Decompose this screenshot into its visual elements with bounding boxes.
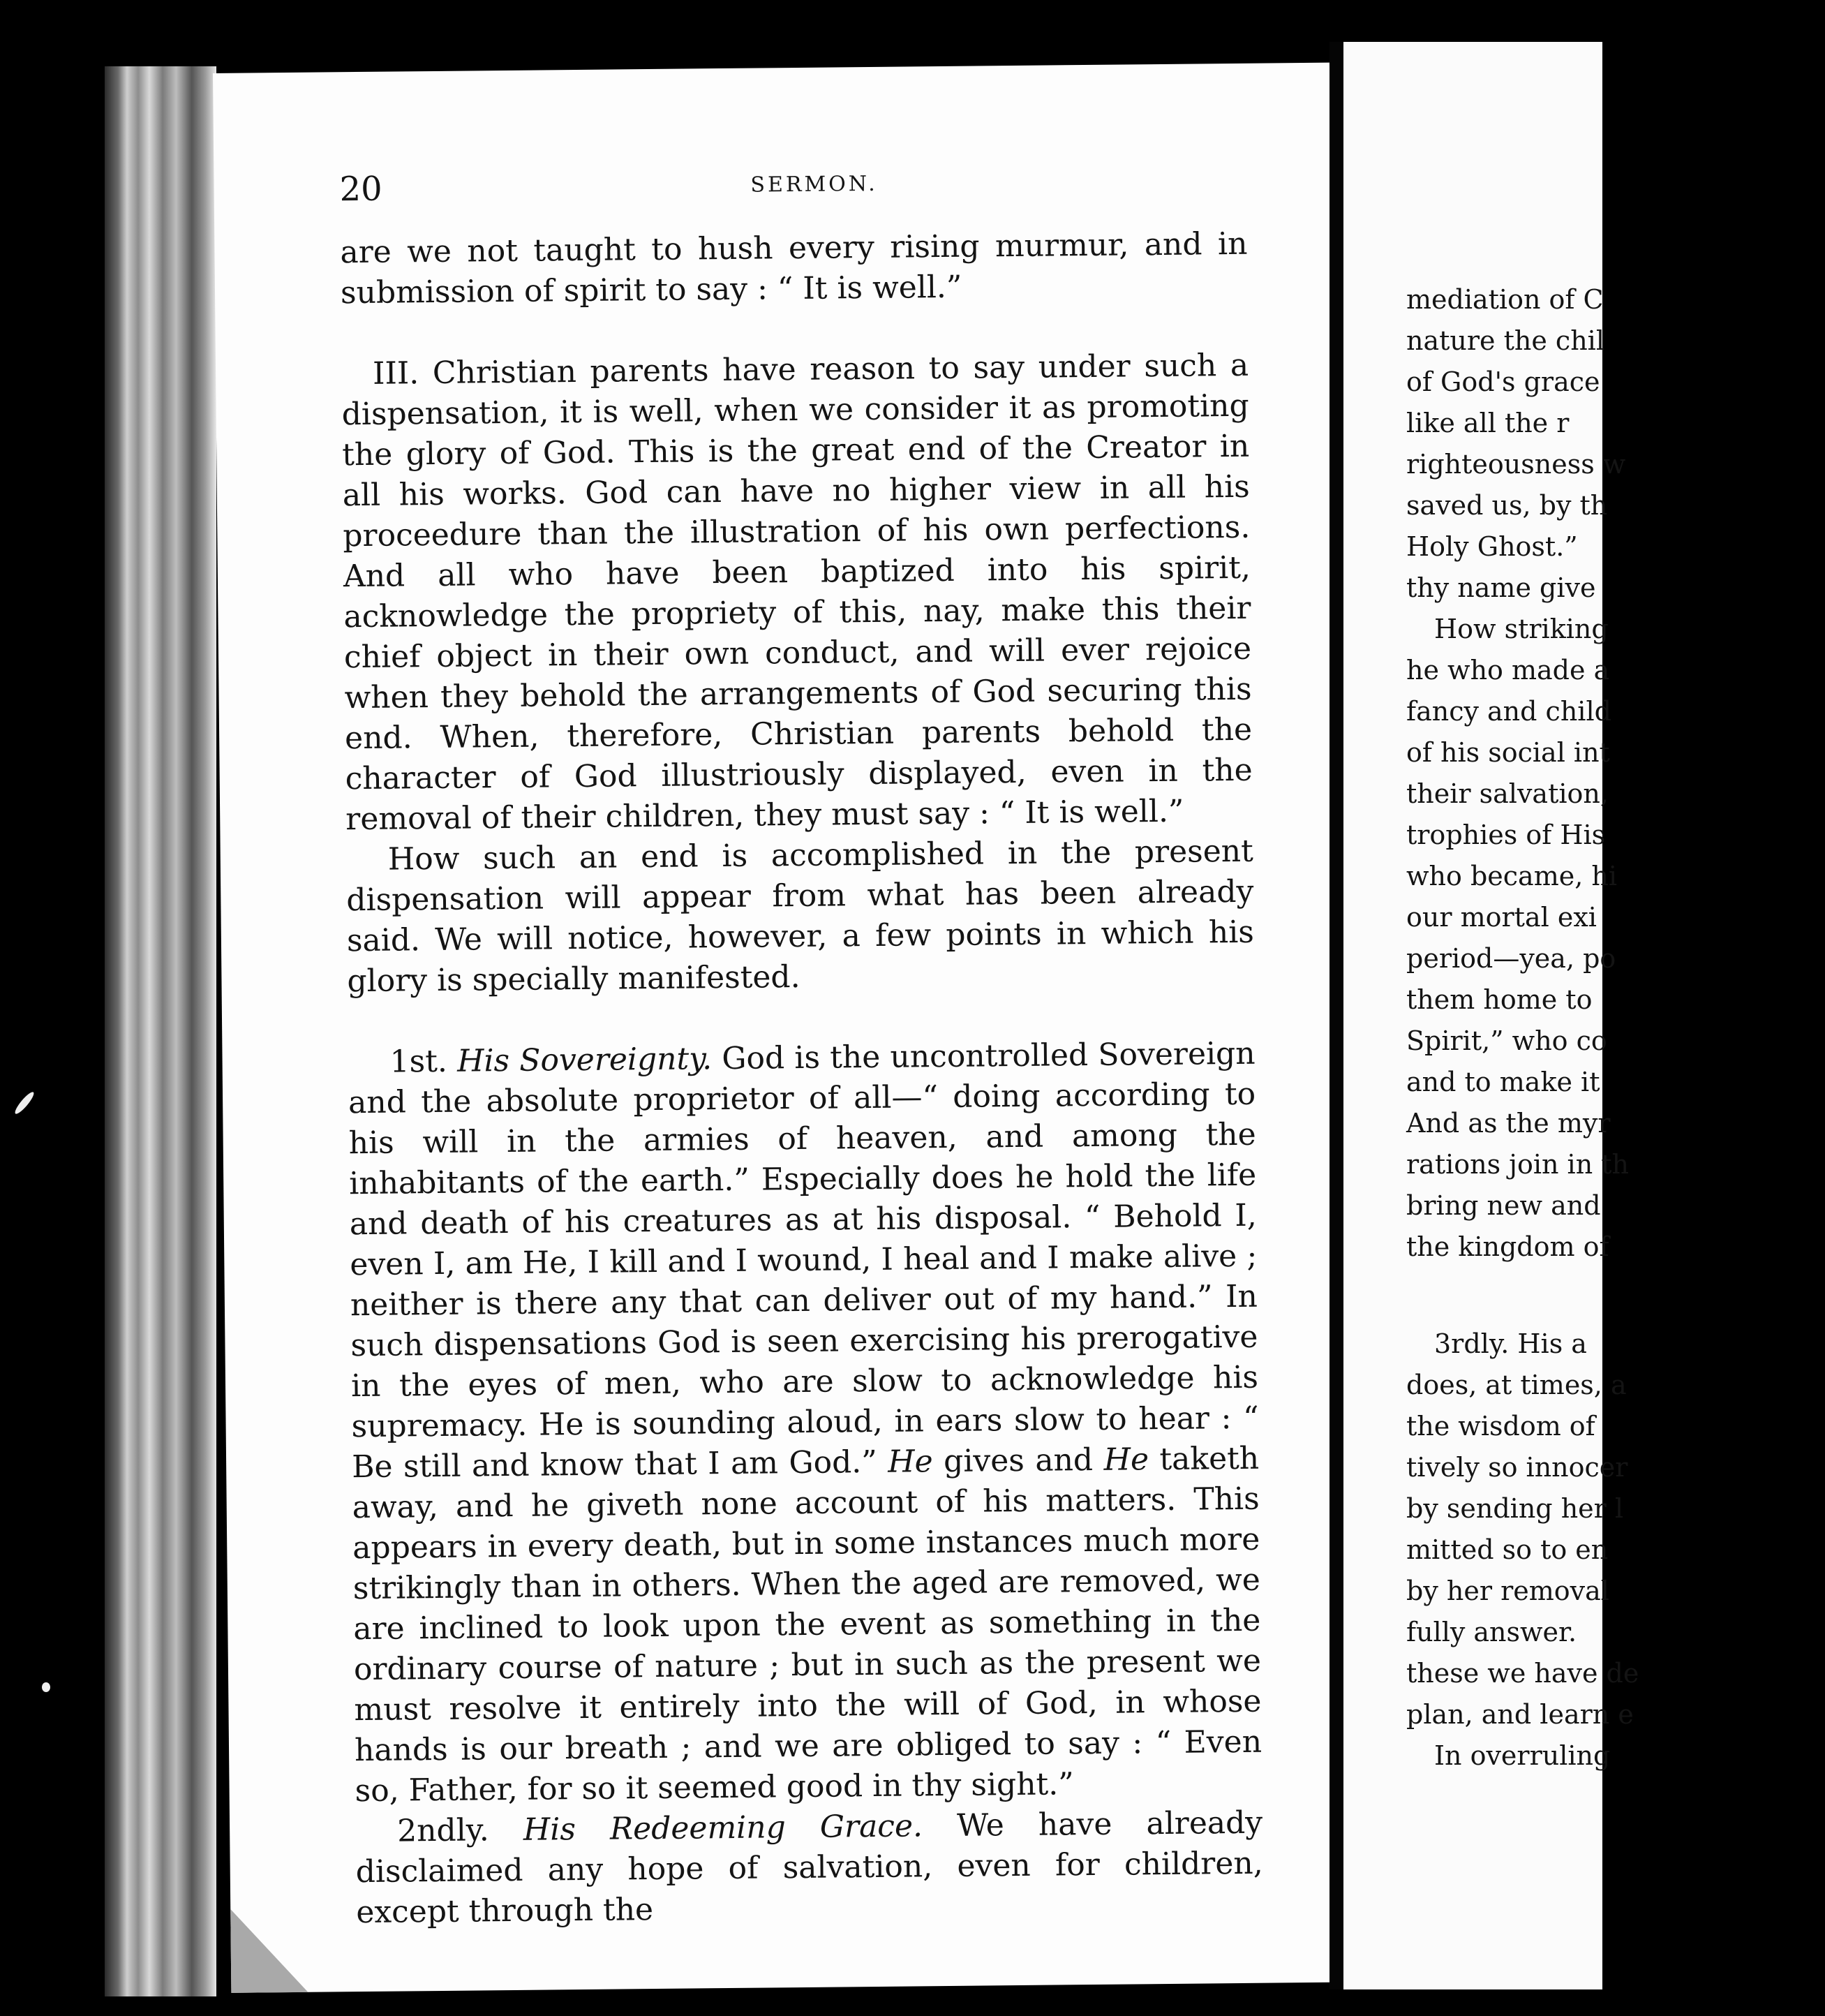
text-line: righteousness w (1406, 449, 1626, 480)
paragraph: How such an end is accomplished in the present dispensation will appear from what has been already said. We will notice, however, a few points in which his glory is specially manifested. (346, 833, 1255, 1000)
text-line: by her removal (1406, 1576, 1609, 1606)
text-line: of his social int (1406, 737, 1610, 768)
scan-speck (13, 1090, 36, 1116)
text-line: rations join in th (1406, 1149, 1629, 1180)
left-page (213, 63, 1348, 1993)
text-line: plan, and learn e (1406, 1699, 1634, 1730)
text-line: mitted so to en (1406, 1534, 1609, 1565)
book-edge (105, 66, 216, 1996)
emphasis: He (1103, 1441, 1149, 1478)
section-label: 1st. (389, 1043, 448, 1080)
paragraph-text: We have already disclaimed any hope of salvation, even for children, except through the (355, 1804, 1263, 1931)
paragraph (355, 1803, 1264, 1933)
text-line: tively so innocer (1406, 1452, 1628, 1483)
paragraph-text: gives and (943, 1441, 1094, 1480)
text-line: he who made a (1406, 655, 1610, 685)
text-line: these we have de (1406, 1658, 1639, 1689)
section-heading: His Redeeming Grace. (523, 1808, 923, 1848)
text-line: of God's grace (1406, 366, 1600, 397)
text-line: and to make it (1406, 1067, 1600, 1097)
text-line: does, at times, a (1406, 1370, 1627, 1400)
paragraph-text: God is the uncontrolled Sovereign and the absolute proprietor of all—“ doing according to his will in the armies of heaven, and among the inhabitants of the earth.” Especially does he hold the life and death of his creatures as at his disposal. “ Behold I, even I, am He, I kill and I wound, I heal and I make alive ; neither is there any that can deliver out of my hand.” In such dispensations God is seen exercising his prerogative in the eyes of men, who are slow to acknowledge his supremacy. He is sounding aloud, in ears slow to hear : “ Be still and know that I am God.” (348, 1035, 1259, 1485)
folded-corner (230, 1908, 308, 1993)
section-label: 2ndly. (396, 1812, 490, 1849)
scan-speck (42, 1682, 50, 1692)
text-line: And as the myr (1406, 1108, 1611, 1139)
gutter (1329, 42, 1345, 1989)
text-line: saved us, by th (1406, 490, 1608, 521)
text-line: thy name give (1406, 572, 1596, 603)
text-line: mediation of C (1406, 284, 1604, 315)
text-line: Holy Ghost.” (1406, 531, 1578, 562)
text-line: How striking (1434, 614, 1609, 644)
page-header (339, 161, 1289, 212)
text-line: like all the r (1406, 408, 1570, 438)
right-page (1343, 42, 1639, 1989)
text-line: 3rdly. His a (1434, 1328, 1587, 1359)
paragraph: are we not taught to hush every rising murmur, and in submission of spirit to say : “ It is well.” (340, 225, 1248, 311)
paragraph: III. Christian parents have reason to say under such a dispensation, it is well, when we consider it as promoting the glory of God. This is the great end of the Creator in all his works. God can have no higher view in all his proceedure than the illustration of his own perfections. And all who have been baptized into his spirit, acknowledge the propriety of this, nay, make this their chief object in their own conduct, and will ever rejoice when they behold the arrangements of God securing this end. When, therefore, Christian parents behold the character of God illustriously displayed, even in the removal of their children, they must say : “ It is well.” (341, 347, 1253, 838)
text-line: In overruling (1434, 1740, 1611, 1771)
paragraph (348, 1034, 1262, 1811)
body-text (340, 224, 1263, 1933)
text-line: trophies of His (1406, 820, 1606, 850)
text-line: the wisdom of (1406, 1411, 1595, 1441)
text-line: period—yea, po (1406, 943, 1616, 974)
section-heading: His Sovereignty. (456, 1041, 713, 1079)
emphasis: He (888, 1444, 933, 1480)
text-line: fully answer. (1406, 1617, 1577, 1647)
paragraph-text: taketh away, and he giveth none account of his matters. This appears in every death, but in some instances much more strikingly than in others. When the aged are removed, we are inclined to look upon the event as something in the ordinary course of nature ; but in such as the present we must resolve it entirely into the will of God, in whose hands is our breath ; and we are obliged to say : “ Even so, Father, for so it seemed good in thy sight.” (352, 1440, 1262, 1809)
text-line: Spirit,” who co (1406, 1025, 1607, 1056)
text-line: fancy and child (1406, 696, 1611, 727)
text-line: who became, hi (1406, 861, 1618, 891)
text-line: them home to (1406, 984, 1593, 1015)
text-line: their salvation, (1406, 778, 1609, 809)
text-line: nature the chil (1406, 325, 1604, 356)
running-title: SERMON. (750, 171, 878, 198)
text-line: by sending her l (1406, 1493, 1624, 1524)
page-number: 20 (339, 169, 382, 209)
right-page-text (1406, 279, 1825, 1777)
text-line: our mortal exi (1406, 902, 1597, 933)
text-line: the kingdom of (1406, 1231, 1609, 1262)
text-line: bring new and (1406, 1190, 1601, 1221)
